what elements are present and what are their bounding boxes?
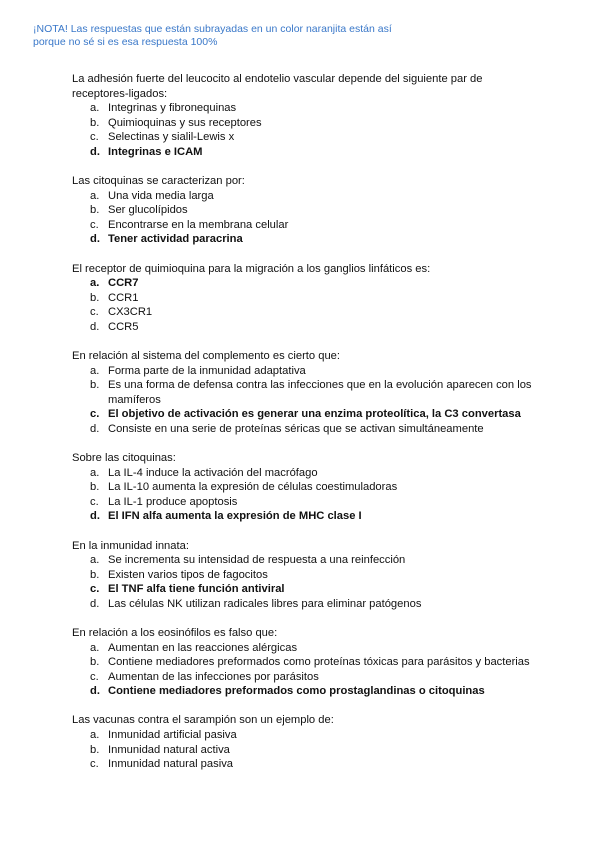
options-list [72, 553, 542, 611]
option-text: Integrinas y fibronequinas [108, 102, 237, 115]
option-letter: d. [90, 233, 100, 246]
option-b [90, 203, 542, 218]
option-text: Selectinas y sialil-Lewis x [108, 131, 235, 144]
option-letter: c. [90, 583, 100, 596]
option-text: Existen varios tipos de fagocitos [108, 568, 268, 581]
option-text: Consiste en una serie de proteínas séricas que se activan simultáneamente [108, 422, 484, 435]
question-text: Las citoquinas se caracterizan por: [72, 175, 245, 188]
option-text: Inmunidad natural pasiva [108, 758, 234, 771]
option-d [90, 509, 542, 524]
option-d [90, 320, 542, 335]
option-b [90, 291, 542, 306]
note-line-1: ¡NOTA! Las respuestas que están subrayadas en un color naranjita están así [33, 23, 392, 35]
option-letter: d. [90, 685, 100, 698]
option-text: El objetivo de activación es generar una enzima proteolítica, la C3 convertasa [108, 408, 521, 421]
option-text: CCR5 [108, 320, 139, 333]
options-list [72, 728, 542, 772]
question-3 [72, 262, 542, 335]
option-d [90, 422, 542, 437]
option-text: Quimioquinas y sus receptores [108, 116, 262, 129]
option-letter: c. [90, 408, 100, 421]
option-d [90, 597, 542, 612]
options-list [72, 364, 542, 437]
options-list [72, 276, 542, 334]
option-b [90, 655, 542, 670]
option-text: CCR7 [108, 277, 139, 290]
option-text: Integrinas e ICAM [108, 145, 203, 158]
option-letter: a. [90, 466, 100, 479]
note-banner [33, 23, 433, 48]
option-letter: b. [90, 656, 100, 669]
option-b [90, 480, 542, 495]
option-letter: c. [90, 670, 99, 683]
option-a [90, 641, 542, 656]
option-text: Una vida media larga [108, 189, 214, 202]
question-6 [72, 539, 542, 612]
option-text: Se incrementa su intensidad de respuesta a una reinfección [108, 554, 406, 567]
option-c [90, 407, 542, 422]
option-letter: c. [90, 758, 99, 771]
option-d [90, 145, 542, 160]
option-text: El TNF alfa tiene función antiviral [108, 583, 285, 596]
option-letter: c. [90, 131, 99, 144]
option-c [90, 670, 542, 685]
option-text: La IL-1 produce apoptosis [108, 495, 238, 508]
option-text: Aumentan de las infecciones por parásitos [108, 670, 319, 683]
option-letter: a. [90, 102, 100, 115]
option-text: Aumentan en las reacciones alérgicas [108, 641, 298, 654]
question-5 [72, 451, 542, 524]
option-letter: c. [90, 218, 99, 231]
question-text: El receptor de quimioquina para la migración a los ganglios linfáticos es: [72, 262, 431, 275]
option-text: Es una forma de defensa contra las infecciones que en la evolución aparecen con los mamíferos [108, 379, 532, 406]
question-7 [72, 626, 542, 699]
option-c [90, 582, 542, 597]
option-text: CX3CR1 [108, 306, 153, 319]
question-4 [72, 349, 542, 437]
option-d [90, 684, 542, 699]
option-c [90, 305, 542, 320]
options-list [72, 466, 542, 524]
option-text: Inmunidad artificial pasiva [108, 729, 237, 742]
note-line-2: porque no sé si es esa respuesta 100% [33, 35, 218, 48]
option-a [90, 553, 542, 568]
option-letter: b. [90, 379, 100, 392]
option-letter: d. [90, 320, 100, 333]
question-text: En relación a los eosinófilos es falso que: [72, 627, 278, 639]
option-text: La IL-4 induce la activación del macrófago [108, 466, 318, 479]
option-text: El IFN alfa aumenta la expresión de MHC clase I [108, 510, 362, 523]
question-text: Sobre las citoquinas: [72, 452, 176, 465]
option-letter: a. [90, 364, 100, 377]
option-a [90, 728, 542, 743]
options-list [72, 189, 542, 247]
option-text: Encontrarse en la membrana celular [108, 218, 289, 231]
option-letter: a. [90, 277, 100, 290]
option-letter: a. [90, 554, 100, 567]
option-letter: b. [90, 291, 100, 304]
option-letter: b. [90, 481, 100, 494]
option-letter: b. [90, 568, 100, 581]
question-text: Las vacunas contra el sarampión son un ejemplo de: [72, 714, 334, 727]
option-text: CCR1 [108, 291, 139, 304]
option-a [90, 364, 542, 379]
option-text: Tener actividad paracrina [108, 233, 243, 246]
questions-list [72, 72, 542, 786]
option-letter: a. [90, 641, 100, 654]
option-letter: b. [90, 116, 100, 129]
question-text: En la inmunidad innata: [72, 539, 189, 552]
option-letter: c. [90, 306, 99, 319]
question-2 [72, 174, 542, 247]
option-a [90, 101, 542, 116]
question-8 [72, 713, 542, 771]
option-text: Inmunidad natural activa [108, 743, 230, 756]
option-letter: a. [90, 729, 100, 742]
option-letter: d. [90, 422, 100, 435]
option-c [90, 130, 542, 145]
option-a [90, 189, 542, 204]
options-list [72, 101, 542, 159]
option-text: Las células NK utilizan radicales libres para eliminar patógenos [108, 597, 422, 610]
option-text: Forma parte de la inmunidad adaptativa [108, 364, 306, 377]
option-letter: a. [90, 189, 100, 202]
option-b [90, 743, 542, 758]
option-text: Contiene mediadores preformados como proteínas tóxicas para parásitos y bacterias [108, 656, 530, 669]
option-d [90, 232, 542, 247]
option-text: Contiene mediadores preformados como prostaglandinas o citoquinas [108, 685, 485, 698]
option-letter: d. [90, 597, 100, 610]
option-c [90, 757, 542, 772]
option-letter: d. [90, 510, 100, 523]
option-c [90, 218, 542, 233]
option-b [90, 568, 542, 583]
option-b [90, 116, 542, 131]
option-c [90, 495, 542, 510]
option-letter: b. [90, 204, 100, 217]
options-list [72, 641, 542, 699]
option-letter: b. [90, 743, 100, 756]
question-text: La adhesión fuerte del leucocito al endotelio vascular depende del siguiente par de receptores-ligados: [72, 73, 483, 100]
question-text: En relación al sistema del complemento es cierto que: [72, 350, 341, 362]
option-a [90, 276, 542, 291]
option-text: Ser glucolípidos [108, 204, 188, 217]
option-letter: c. [90, 495, 99, 508]
option-text: La IL-10 aumenta la expresión de células coestimuladoras [108, 481, 398, 494]
question-1 [72, 72, 542, 160]
option-b [90, 378, 542, 407]
option-letter: d. [90, 145, 100, 158]
option-a [90, 466, 542, 481]
